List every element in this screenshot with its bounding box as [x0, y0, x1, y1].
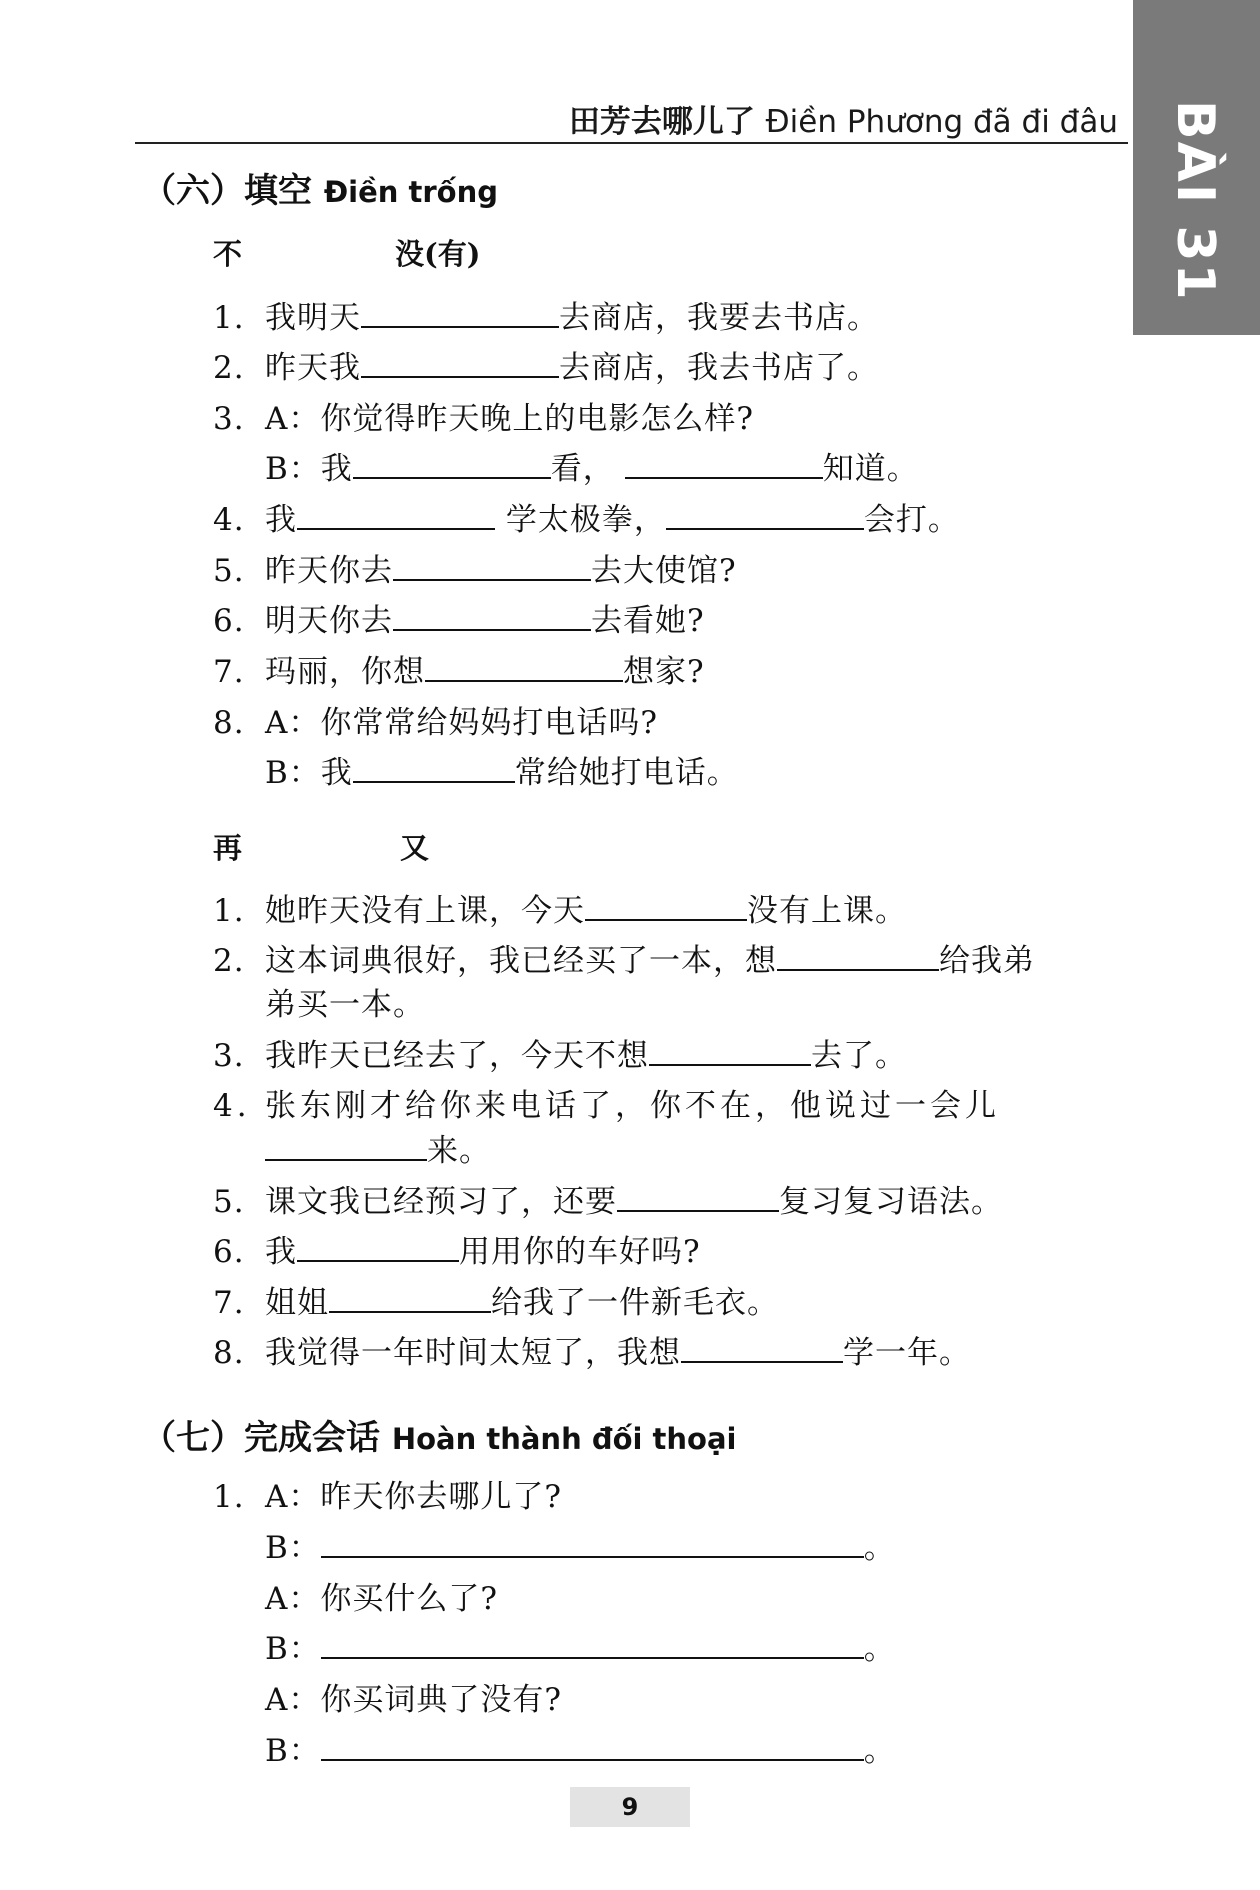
dialogue-line — [213, 1522, 896, 1567]
dialogue-text: 。 — [863, 1530, 896, 1566]
exercise-item — [213, 292, 879, 337]
item-text: 知道。 — [822, 451, 919, 487]
header-title-zh: 田芳去哪儿了 — [568, 104, 755, 140]
exercise-item — [213, 935, 1035, 980]
item-text: 去商店，我去书店了。 — [559, 350, 879, 386]
item-text: 给我了一件新毛衣。 — [491, 1285, 779, 1321]
answer-blank[interactable] — [425, 654, 623, 682]
exercise-item — [213, 1226, 701, 1271]
item-number: 3. — [213, 1038, 245, 1074]
item-number: 2. — [213, 350, 245, 386]
word-option-meiyou: 没(有) — [395, 237, 481, 271]
item-text: 来。 — [427, 1133, 491, 1169]
item-text: 我明天 — [265, 300, 361, 336]
item-number: 4. — [213, 502, 245, 538]
word-option-bu: 不 — [213, 237, 243, 271]
dialogue-text: 昨天你去哪儿了? — [320, 1479, 563, 1515]
item-text: 我 — [265, 1234, 297, 1270]
item-text: 昨天我 — [265, 350, 361, 386]
section-6-title-zh: （六）填空 — [142, 171, 312, 211]
speaker-label: B： — [265, 1631, 321, 1667]
item-text: 姐姐 — [265, 1285, 329, 1321]
answer-blank[interactable] — [393, 553, 591, 581]
item-text: 我觉得一年时间太短了，我想 — [265, 1335, 681, 1371]
item-text: 去大使馆? — [591, 553, 737, 589]
speaker-label: B： — [265, 1530, 321, 1566]
section-7-title-zh: （七）完成会话 — [142, 1418, 380, 1458]
item-text: 课文我已经预习了，还要 — [265, 1184, 617, 1220]
exercise-item — [213, 1176, 1003, 1221]
speaker-label: A： — [265, 1682, 321, 1718]
item-text: 张东刚才给你来电话了，你不在，他说过一会儿 — [265, 1088, 1000, 1124]
dialogue-line — [213, 1623, 896, 1668]
answer-blank[interactable] — [617, 1184, 779, 1212]
item-text: 复习复习语法。 — [779, 1184, 1003, 1220]
item-number: 6. — [213, 1234, 245, 1270]
dialogue-line — [213, 1471, 562, 1516]
answer-blank[interactable] — [329, 1285, 491, 1313]
item-text: 看， — [550, 451, 615, 487]
exercise-item-continuation — [213, 1125, 491, 1170]
answer-blank[interactable] — [297, 1234, 459, 1262]
answer-blank[interactable] — [777, 943, 939, 971]
item-number: 1. — [213, 300, 245, 336]
answer-blank[interactable] — [321, 1530, 864, 1558]
dialogue-line — [213, 1573, 498, 1618]
item-number: 8. — [213, 1335, 245, 1371]
item-text: 去了。 — [811, 1038, 907, 1074]
item-text: 这本词典很好，我已经买了一本，想 — [265, 943, 777, 979]
item-text: 常给她打电话。 — [514, 755, 739, 791]
exercise-item — [213, 1327, 971, 1372]
item-text: 没有上课。 — [747, 893, 907, 929]
page-number: 9 — [570, 1787, 690, 1827]
exercise-item-continuation — [213, 979, 425, 1024]
exercise-item — [213, 595, 705, 640]
exercise-item — [213, 697, 658, 742]
answer-blank[interactable] — [265, 1133, 427, 1161]
dialogue-text: 。 — [863, 1631, 896, 1667]
speaker-label: A： — [265, 1479, 321, 1515]
dialogue-line — [213, 1725, 896, 1770]
answer-blank[interactable] — [353, 451, 551, 479]
item-text: 学一年。 — [843, 1335, 971, 1371]
item-text: 会打。 — [863, 502, 960, 538]
item-text: 弟买一本。 — [265, 987, 425, 1023]
header-title — [569, 96, 1118, 141]
dialogue-text: 。 — [863, 1733, 896, 1769]
item-text: 我昨天已经去了，今天不想 — [265, 1038, 649, 1074]
item-number: 7. — [213, 654, 245, 690]
item-text: 用用你的车好吗? — [459, 1234, 701, 1270]
section-6-title — [142, 163, 498, 212]
item-number: 1. — [213, 893, 245, 929]
item-text: B：我 — [265, 451, 353, 487]
exercise-item — [213, 1080, 1000, 1125]
answer-blank[interactable] — [393, 603, 591, 631]
word-option-zai: 再 — [213, 831, 243, 865]
word-option-you: 又 — [400, 831, 430, 865]
answer-blank[interactable] — [625, 451, 823, 479]
answer-blank[interactable] — [361, 300, 559, 328]
answer-blank[interactable] — [321, 1733, 864, 1761]
item-number: 1. — [213, 1479, 245, 1515]
item-text: 我 — [265, 502, 297, 538]
lesson-label: BÀI 31 — [1165, 100, 1225, 302]
item-number: 5. — [213, 1184, 245, 1220]
speaker-label: A： — [265, 1581, 321, 1617]
exercise-item-continuation — [213, 747, 739, 792]
exercise-item — [213, 342, 879, 387]
dialogue-text: 你买什么了? — [320, 1581, 499, 1617]
item-number: 4. — [213, 1088, 251, 1124]
answer-blank[interactable] — [649, 1038, 811, 1066]
item-text: 昨天你去 — [265, 553, 393, 589]
exercise-item-continuation — [213, 443, 919, 488]
section-6-title-vn: Điền trống — [323, 175, 498, 209]
item-text: 去看她? — [591, 603, 705, 639]
item-text: A：你觉得昨天晚上的电影怎么样? — [265, 401, 755, 437]
running-header — [135, 92, 1128, 144]
item-text: 明天你去 — [265, 603, 393, 639]
item-number: 2. — [213, 943, 245, 979]
item-number: 6. — [213, 603, 245, 639]
exercise-item — [213, 885, 907, 930]
answer-blank[interactable] — [681, 1335, 843, 1363]
answer-blank[interactable] — [585, 893, 747, 921]
section-7-title — [142, 1410, 736, 1459]
exercise-item — [213, 646, 705, 691]
header-title-vn: Điền Phương đã đi đâu — [765, 104, 1118, 140]
dialogue-text: 你买词典了没有? — [320, 1682, 563, 1718]
exercise-item — [213, 393, 754, 438]
item-text: 她昨天没有上课，今天 — [265, 893, 585, 929]
dialogue-line — [213, 1674, 562, 1719]
item-text: A：你常常给妈妈打电话吗? — [265, 705, 659, 741]
item-number: 3. — [213, 401, 245, 437]
item-text: B：我 — [265, 755, 353, 791]
item-text: 给我弟 — [939, 943, 1035, 979]
answer-blank[interactable] — [297, 502, 495, 530]
item-text: 去商店，我要去书店。 — [559, 300, 879, 336]
answer-blank[interactable] — [353, 755, 515, 783]
speaker-label: B： — [265, 1733, 321, 1769]
section-7-title-vn: Hoàn thành đối thoại — [391, 1422, 737, 1456]
exercise-item — [213, 1030, 907, 1075]
answer-blank[interactable] — [321, 1631, 864, 1659]
item-number: 7. — [213, 1285, 245, 1321]
exercise-item — [213, 494, 960, 539]
answer-blank[interactable] — [361, 350, 559, 378]
item-number: 5. — [213, 553, 245, 589]
answer-blank[interactable] — [666, 502, 864, 530]
item-number: 8. — [213, 705, 245, 741]
exercise-item — [213, 1277, 779, 1322]
item-text: 想家? — [623, 654, 705, 690]
exercise-item — [213, 545, 737, 590]
item-text: 玛丽，你想 — [265, 654, 425, 690]
item-text: 学太极拳， — [495, 502, 666, 538]
